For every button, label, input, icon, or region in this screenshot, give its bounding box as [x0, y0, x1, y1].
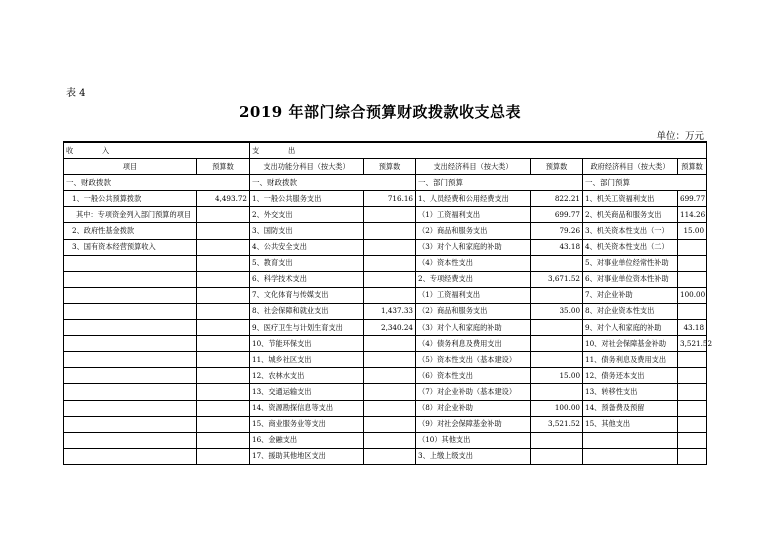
amount-cell	[364, 432, 416, 448]
item-cell: （2）商品和服务支出	[416, 303, 531, 319]
amount-cell: 100.00	[678, 287, 707, 303]
item-cell	[64, 352, 197, 368]
table-row	[64, 320, 707, 336]
section-label: 一、部门预算	[416, 175, 583, 191]
item-cell: （9）对社会保障基金补助	[416, 416, 531, 432]
amount-cell	[531, 287, 583, 303]
table-row	[64, 223, 707, 239]
col-header: 预算数	[197, 159, 250, 175]
amount-cell	[364, 400, 416, 416]
item-cell: 1、机关工资福利支出	[583, 191, 678, 207]
amount-cell	[197, 432, 250, 448]
item-cell: 2、外交支出	[250, 207, 364, 223]
table-row	[64, 239, 707, 255]
table-row	[64, 368, 707, 384]
table-row	[64, 336, 707, 352]
item-cell: 9、医疗卫生与计划生育支出	[250, 320, 364, 336]
amount-cell: 43.18	[531, 239, 583, 255]
amount-cell	[364, 384, 416, 400]
table-row	[64, 384, 707, 400]
item-cell: 3、上缴上级支出	[416, 448, 531, 464]
item-cell: 11、城乡社区支出	[250, 352, 364, 368]
amount-cell: 822.21	[531, 191, 583, 207]
col-header: 项目	[64, 159, 197, 175]
amount-cell: 15.00	[678, 223, 707, 239]
item-cell: （1）工资福利支出	[416, 287, 531, 303]
amount-cell	[531, 320, 583, 336]
amount-cell: 3,521.52	[531, 416, 583, 432]
item-cell: 1、一般公共预算拨款	[64, 191, 197, 207]
amount-cell: 43.18	[678, 320, 707, 336]
item-cell: 14、预备费及预留	[583, 400, 678, 416]
item-cell: （5）资本性支出（基本建设）	[416, 352, 531, 368]
item-cell	[64, 336, 197, 352]
amount-cell: 3,671.52	[531, 271, 583, 287]
item-cell: 6、对事业单位资本性补助	[583, 271, 678, 287]
item-cell: 8、对企业资本性支出	[583, 303, 678, 319]
item-cell: 1、一般公共服务支出	[250, 191, 364, 207]
item-cell: 13、转移性支出	[583, 384, 678, 400]
amount-cell	[531, 352, 583, 368]
table-row	[64, 400, 707, 416]
item-cell: 6、科学技术支出	[250, 271, 364, 287]
amount-cell	[197, 287, 250, 303]
amount-cell	[364, 287, 416, 303]
amount-cell	[678, 352, 707, 368]
item-cell: （1）工资福利支出	[416, 207, 531, 223]
amount-cell: 15.00	[531, 368, 583, 384]
unit-label: 单位：万元	[656, 131, 704, 142]
item-cell	[64, 320, 197, 336]
amount-cell	[531, 432, 583, 448]
amount-cell	[364, 223, 416, 239]
item-cell: （6）资本性支出	[416, 368, 531, 384]
item-cell: 4、机关资本性支出（二）	[583, 239, 678, 255]
item-cell	[64, 303, 197, 319]
amount-cell	[197, 352, 250, 368]
amount-cell	[678, 368, 707, 384]
table-row	[64, 255, 707, 271]
amount-cell: 114.26	[678, 207, 707, 223]
item-cell: 5、对事业单位经常性补助	[583, 255, 678, 271]
item-cell: 5、教育支出	[250, 255, 364, 271]
item-cell: （7）对企业补助（基本建设）	[416, 384, 531, 400]
item-cell: 14、资源勘探信息等支出	[250, 400, 364, 416]
item-cell: 15、商业服务业等支出	[250, 416, 364, 432]
amount-cell	[197, 400, 250, 416]
amount-cell: 2,340.24	[364, 320, 416, 336]
item-cell: （3）对个人和家庭的补助	[416, 320, 531, 336]
amount-cell	[678, 271, 707, 287]
section-row	[64, 175, 707, 191]
amount-cell	[531, 448, 583, 464]
page-title: 2019 年部门综合预算财政拨款收支总表	[239, 103, 521, 121]
amount-cell	[531, 336, 583, 352]
item-cell	[64, 416, 197, 432]
item-cell: 10、对社会保障基金补助	[583, 336, 678, 352]
item-cell: 8、社会保障和就业支出	[250, 303, 364, 319]
amount-cell	[197, 336, 250, 352]
item-cell	[64, 384, 197, 400]
item-cell: 15、其他支出	[583, 416, 678, 432]
item-cell: 1、人员经费和公用经费支出	[416, 191, 531, 207]
table-row	[64, 448, 707, 464]
item-cell: （2）商品和服务支出	[416, 223, 531, 239]
amount-cell	[197, 255, 250, 271]
item-cell: 7、对企业补助	[583, 287, 678, 303]
table-row	[64, 432, 707, 448]
amount-cell	[197, 448, 250, 464]
item-cell: 其中：专项资金列入部门预算的项目	[64, 207, 197, 223]
amount-cell	[678, 432, 707, 448]
amount-cell	[678, 255, 707, 271]
col-header: 预算数	[364, 159, 416, 175]
amount-cell	[364, 448, 416, 464]
item-cell: 10、节能环保支出	[250, 336, 364, 352]
amount-cell	[678, 384, 707, 400]
amount-cell	[197, 368, 250, 384]
table-row	[64, 271, 707, 287]
col-header: 预算数	[678, 159, 707, 175]
item-cell: 3、机关资本性支出（一）	[583, 223, 678, 239]
item-cell: 7、文化体育与传媒支出	[250, 287, 364, 303]
table-row	[64, 287, 707, 303]
amount-cell	[531, 255, 583, 271]
item-cell	[64, 368, 197, 384]
amount-cell	[678, 416, 707, 432]
amount-cell	[197, 320, 250, 336]
amount-cell	[364, 416, 416, 432]
table-row	[64, 207, 707, 223]
amount-cell	[678, 448, 707, 464]
amount-cell: 3,521.52	[678, 336, 707, 352]
table-row	[64, 416, 707, 432]
item-cell: 12、债务还本支出	[583, 368, 678, 384]
expense-header: 支 出	[250, 142, 707, 159]
amount-cell	[197, 303, 250, 319]
amount-cell: 716.16	[364, 191, 416, 207]
item-cell: （10）其他支出	[416, 432, 531, 448]
item-cell	[64, 271, 197, 287]
amount-cell	[197, 223, 250, 239]
item-cell: 4、公共安全支出	[250, 239, 364, 255]
header-row-1	[64, 142, 707, 159]
item-cell	[64, 448, 197, 464]
section-label: 一、财政拨款	[250, 175, 416, 191]
amount-cell	[364, 368, 416, 384]
amount-cell: 4,493.72	[197, 191, 250, 207]
table-row	[64, 352, 707, 368]
item-cell: 2、机关商品和服务支出	[583, 207, 678, 223]
amount-cell: 699.77	[678, 191, 707, 207]
item-cell: 16、金融支出	[250, 432, 364, 448]
item-cell	[64, 400, 197, 416]
amount-cell: 79.26	[531, 223, 583, 239]
item-cell: 3、国防支出	[250, 223, 364, 239]
amount-cell	[364, 352, 416, 368]
col-header: 预算数	[531, 159, 583, 175]
amount-cell: 1,437.33	[364, 303, 416, 319]
amount-cell: 100.00	[531, 400, 583, 416]
amount-cell	[364, 336, 416, 352]
amount-cell	[364, 207, 416, 223]
income-header: 收 入	[64, 142, 250, 159]
item-cell: 17、援助其他地区支出	[250, 448, 364, 464]
item-cell	[64, 432, 197, 448]
amount-cell	[364, 239, 416, 255]
item-cell	[64, 287, 197, 303]
item-cell: 2、专项经费支出	[416, 271, 531, 287]
item-cell: （3）对个人和家庭的补助	[416, 239, 531, 255]
item-cell: 13、交通运输支出	[250, 384, 364, 400]
item-cell: （4）资本性支出	[416, 255, 531, 271]
col-header: 支出经济科目（按大类）	[416, 159, 531, 175]
section-label: 一、部门预算	[583, 175, 707, 191]
budget-table	[63, 141, 713, 465]
item-cell: 2、政府性基金拨款	[64, 223, 197, 239]
item-cell	[583, 448, 678, 464]
col-header: 政府经济科目（按大类）	[583, 159, 678, 175]
amount-cell	[678, 400, 707, 416]
item-cell: 3、国有资本经营预算收入	[64, 239, 197, 255]
amount-cell	[678, 239, 707, 255]
item-cell: 9、对个人和家庭的补助	[583, 320, 678, 336]
amount-cell	[678, 303, 707, 319]
amount-cell	[364, 271, 416, 287]
section-label: 一、财政拨款	[64, 175, 250, 191]
item-cell: 11、债务利息及费用支出	[583, 352, 678, 368]
item-cell	[64, 255, 197, 271]
col-header: 支出功能分科目（按大类）	[250, 159, 364, 175]
amount-cell	[531, 384, 583, 400]
amount-cell	[197, 239, 250, 255]
amount-cell	[364, 255, 416, 271]
item-cell: 12、农林水支出	[250, 368, 364, 384]
item-cell: （4）债务利息及费用支出	[416, 336, 531, 352]
amount-cell	[197, 207, 250, 223]
amount-cell: 699.77	[531, 207, 583, 223]
item-cell	[583, 432, 678, 448]
item-cell: （8）对企业补助	[416, 400, 531, 416]
amount-cell: 35.00	[531, 303, 583, 319]
amount-cell	[197, 384, 250, 400]
table-row	[64, 303, 707, 319]
table-number: 表 4	[66, 88, 86, 99]
amount-cell	[197, 271, 250, 287]
table-row	[64, 191, 707, 207]
header-row-2	[64, 159, 707, 175]
amount-cell	[197, 416, 250, 432]
